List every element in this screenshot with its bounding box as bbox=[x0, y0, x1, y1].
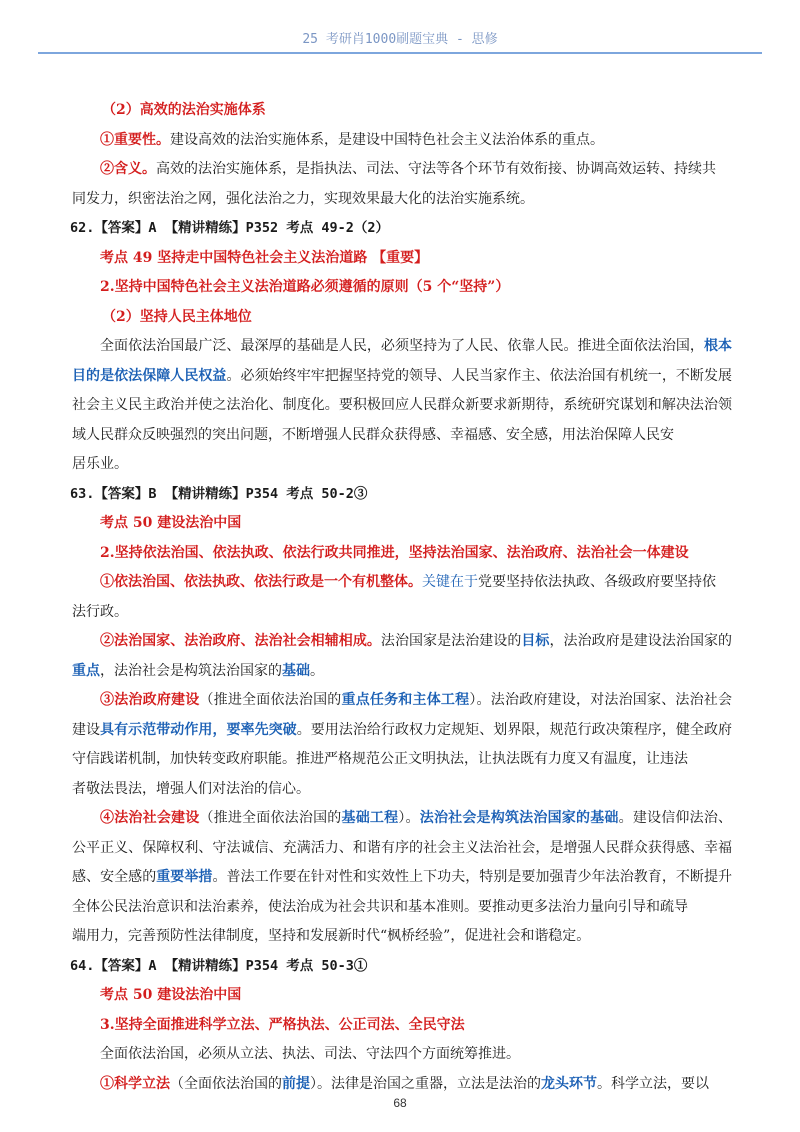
topic-62: 考点 49 坚持走中国特色社会主义法治道路 【重要】 bbox=[100, 249, 429, 266]
item-63-1 bbox=[72, 568, 732, 598]
item-63-2-t1: 法治国家是法治建设的 bbox=[380, 633, 522, 649]
item-63-3-b1: 重点任务和主体工程 bbox=[341, 692, 470, 708]
item-64-1-label: ①科学立法 bbox=[100, 1075, 170, 1092]
text-importance: 建设高效的法治实施体系，是建设中国特色社会主义法治体系的重点。 bbox=[170, 131, 604, 148]
item-63-3-t3: 。要用法治给行政权力定规矩、划界限，规范行政决策程序，健全政府守信践诺机制，加快转变政府职能。推进严格规范公正文明执法，让执法既有力度又有温度，让违法 bbox=[72, 721, 733, 767]
item-63-4-b1: 基础工程 bbox=[341, 810, 399, 826]
item-64-1-t1: （全面依法治国的 bbox=[170, 1075, 282, 1092]
item-63-4-t2: ）。 bbox=[398, 810, 420, 826]
text-64-1: 全面依法治国，必须从立法、执法、司法、守法四个方面统筹推进。 bbox=[100, 1046, 520, 1062]
item-63-3-t2: ）。法治政府建设，对法治国家、法治社会建设 bbox=[72, 692, 733, 738]
item-63-4 bbox=[72, 804, 732, 922]
page-content bbox=[72, 96, 732, 1099]
subtopic-63: 2.坚持依法治国、依法执政、依法行政共同推进，坚持法治国家、法治政府、法治社会一体建设 bbox=[100, 544, 689, 561]
text-62-c: 。必须始终牢牢把握坚持党的领导、人民当家作主、依法治国有机统一，不断发展社会主义民主政治并使之法治化、制度化。要积极回应人民群众新要求新期待，系统研究谋划和解决法治领域人民群众反映强烈的突出问题，不断增强人民群众获得感、幸福感、安全感，用法治保障人民安 bbox=[72, 367, 733, 443]
item-63-2-b2: 重点 bbox=[72, 662, 100, 679]
paragraph-meaning bbox=[72, 155, 732, 185]
text-62-tail: 居乐业。 bbox=[72, 456, 128, 472]
item-63-4-t4: 。普法工作要在针对性和实效性上下功夫，特别是要加强青少年法治教育，不断提升全体公民法治意识和法治素养，使法治成为社会共识和基本准则。要推动更多法治力量向引导和疏导 bbox=[72, 869, 733, 915]
topic-63: 考点 50 建设法治中国 bbox=[100, 515, 242, 531]
section-heading: （2）高效的法治实施体系 bbox=[102, 102, 266, 118]
label-meaning: ②含义。 bbox=[100, 161, 156, 177]
item-64-1 bbox=[72, 1070, 732, 1100]
item-63-2-b1: 目标 bbox=[521, 633, 550, 649]
item-64-1-b1: 前提 bbox=[282, 1075, 310, 1092]
topic-64: 考点 50 建设法治中国 bbox=[100, 987, 242, 1003]
answer-62: 62.【答案】A 【精讲精练】P352 考点 49-2（2） bbox=[70, 220, 390, 236]
text-meaning-2: 同发力，织密法治之网，强化法治之力，实现效果最大化的法治实施系统。 bbox=[72, 190, 534, 207]
answer-64: 64.【答案】A 【精讲精练】P354 考点 50-3① bbox=[70, 957, 368, 974]
item-63-4-tail: 端用力，完善预防性法律制度，坚持和发展新时代“枫桥经验”，促进社会和谐稳定。 bbox=[72, 928, 591, 944]
answer-63: 63.【答案】B 【精讲精练】P354 考点 50-2③ bbox=[70, 485, 368, 502]
item-63-4-label: ④法治社会建设 bbox=[100, 810, 200, 826]
item-63-3-b2: 具有示范带动作用，要率先突破 bbox=[100, 721, 297, 738]
item-63-4-b2: 法治社会是构筑法治国家的基础 bbox=[419, 810, 619, 826]
header-divider bbox=[38, 52, 762, 54]
item-63-2-label: ②法治国家、法治政府、法治社会相辅相成。 bbox=[100, 633, 381, 649]
paragraph-62 bbox=[72, 332, 732, 450]
label-importance: ①重要性。 bbox=[100, 131, 170, 148]
paragraph-importance bbox=[72, 126, 732, 156]
item-63-1-label: ①依法治国、依法执政、依法行政是一个有机整体。 bbox=[100, 574, 422, 590]
item-64-1-t2: ）。法律是治国之重器，立法是法治的 bbox=[310, 1075, 541, 1092]
page-number: 68 bbox=[393, 1096, 407, 1110]
item-63-3-label: ③法治政府建设 bbox=[100, 692, 200, 708]
item-63-4-t3: 。建设信仰法治、公平正义、保障权利、守法诚信、充满活力、和谐有序的社会主义法治社会，是增强人民群众获得感、幸福感、安全感的 bbox=[72, 810, 733, 885]
subtopic-62: 2.坚持中国特色社会主义法治道路必须遵循的原则（5 个“坚持”） bbox=[100, 279, 510, 295]
item-63-2-t3: ，法治社会是构筑法治国家的 bbox=[100, 662, 282, 679]
highlight-62: 根本目的是依法保障人民权益 bbox=[72, 338, 732, 384]
subtopic-62-2: （2）坚持人民主体地位 bbox=[102, 308, 252, 325]
item-63-1-tail: 法行政。 bbox=[72, 603, 128, 620]
item-64-1-t3: 。科学立法，要以 bbox=[597, 1075, 709, 1092]
text-meaning-1: 高效的法治实施体系，是指执法、司法、守法等各个环节有效衔接、协调高效运转、持续共 bbox=[156, 161, 716, 177]
subtopic-64: 3.坚持全面推进科学立法、严格执法、公正司法、全民守法 bbox=[100, 1016, 465, 1033]
item-63-4-t1: （推进全面依法治国的 bbox=[199, 810, 342, 826]
item-63-3 bbox=[72, 686, 732, 775]
item-63-2-t2: ，法治政府是建设法治国家的 bbox=[549, 633, 733, 649]
page-header: 25 考研肖1000刷题宝典 - 思修 bbox=[302, 32, 498, 47]
item-63-1-key: 关键在于 bbox=[422, 574, 478, 590]
item-64-1-b2: 龙头环节 bbox=[541, 1075, 597, 1092]
item-63-2-b3: 基础 bbox=[282, 662, 310, 679]
item-63-3-t1: （推进全面依法治国的 bbox=[199, 692, 342, 708]
text-62-a: 全面依法治国最广泛、最深厚的基础是人民，必须坚持为了人民、依靠人民。推进全面依法治国， bbox=[100, 338, 704, 354]
item-63-1-text: 党要坚持依法执政、各级政府要坚持依 bbox=[478, 574, 716, 590]
item-63-2-t4: 。 bbox=[310, 662, 324, 679]
item-63-2 bbox=[72, 627, 732, 686]
item-63-3-tail: 者敬法畏法，增强人们对法治的信心。 bbox=[72, 780, 310, 797]
item-63-4-b3: 重要举措 bbox=[156, 869, 213, 885]
